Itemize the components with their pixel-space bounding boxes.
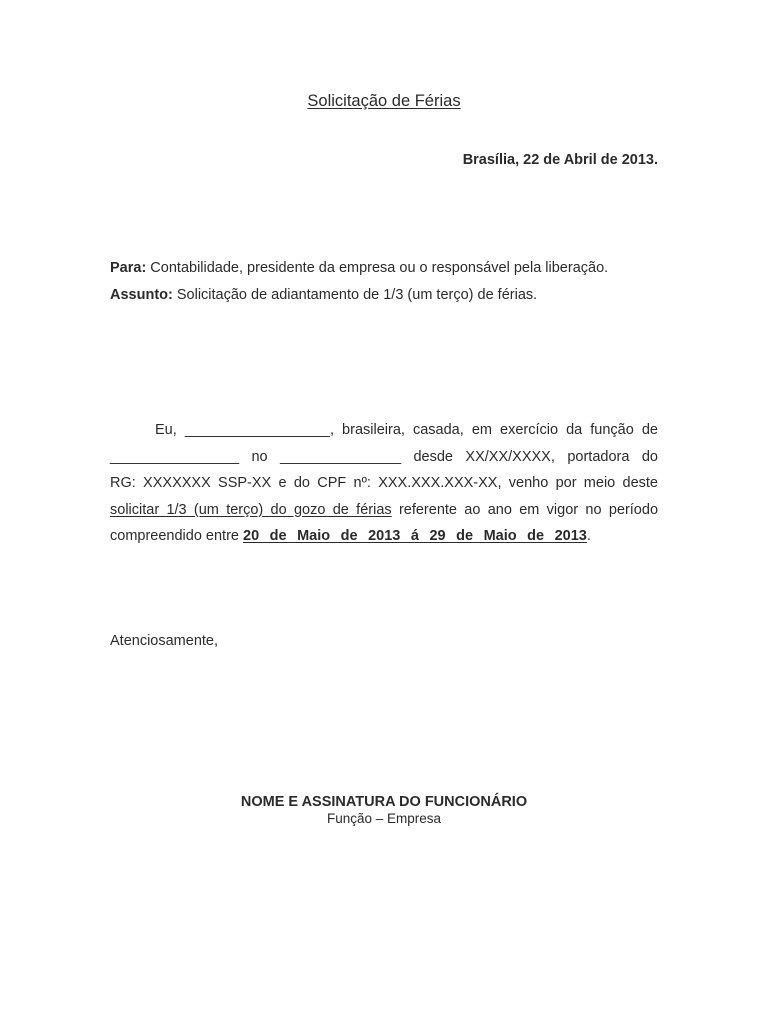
request-underlined-text: solicitar 1/3 (um terço) do gozo de férias: [110, 501, 392, 518]
paragraph-line-5: [110, 526, 658, 553]
signature-name: NOME E ASSINATURA DO FUNCIONÁRIO: [240, 794, 528, 810]
paragraph-line-3: RG: XXXXXXX SSP-XX e do CPF nº: XXX.XXX.XXX-XX, venho por meio deste: [110, 475, 658, 491]
recipient-line: [110, 260, 608, 276]
subject-line: [110, 287, 537, 303]
signature-block: [0, 794, 768, 826]
signature-role: Função – Empresa: [326, 811, 442, 826]
paragraph-line-1: [110, 420, 658, 447]
paragraph-line-2: ________________ no _______________ desde XX/XX/XXXX, portadora do: [110, 448, 658, 465]
paragraph-line-4-rest: referente ao ano em vigor no período: [391, 501, 659, 518]
paragraph-line-5-end: .: [586, 528, 591, 544]
vacation-period: 20 de Maio de 2013 á 29 de Maio de 2013: [243, 528, 587, 544]
closing-text: Atenciosamente,: [110, 633, 219, 649]
date-line: Brasília, 22 de Abril de 2013.: [462, 152, 658, 168]
recipient-label: Para:: [110, 260, 147, 276]
request-paragraph: [110, 420, 658, 553]
subject-label: Assunto:: [110, 287, 173, 303]
paragraph-line-4: [110, 500, 658, 527]
subject-text: Solicitação de adiantamento de 1/3 (um terço) de férias.: [172, 287, 538, 303]
recipient-text: Contabilidade, presidente da empresa ou o responsável pela liberação.: [146, 260, 609, 276]
paragraph-line-1-text: Eu, __________________, brasileira, casada, em exercício da função de: [155, 422, 658, 438]
paragraph-line-5-start: compreendido entre: [110, 528, 243, 544]
document-title: Solicitação de Férias: [307, 92, 461, 110]
